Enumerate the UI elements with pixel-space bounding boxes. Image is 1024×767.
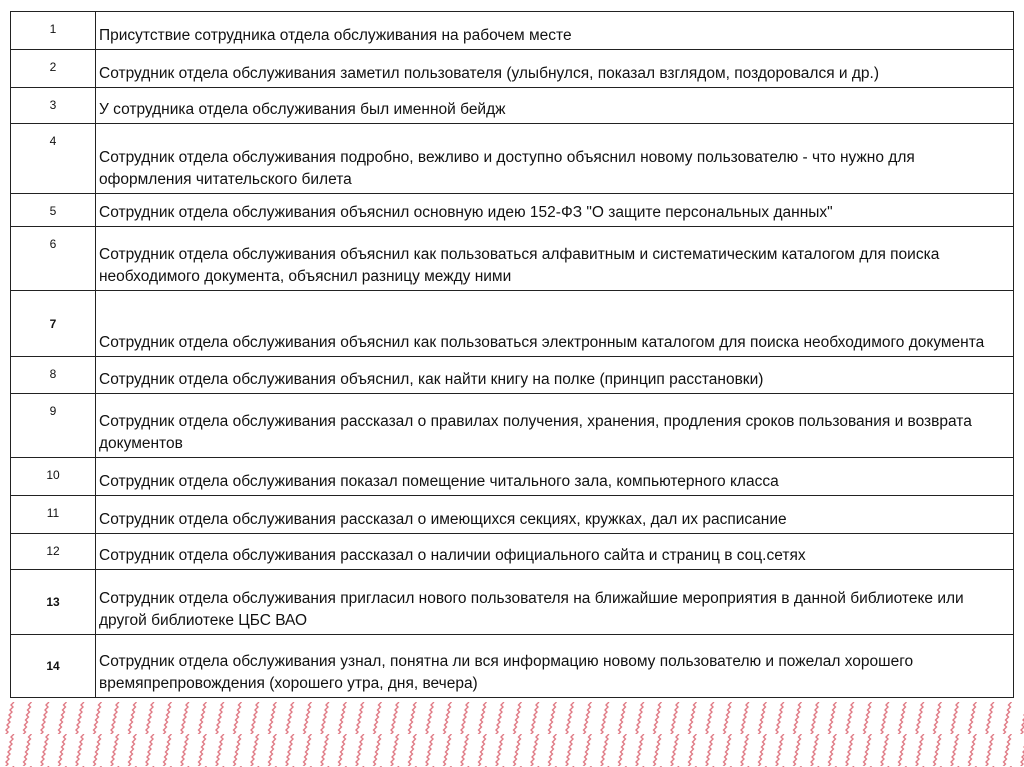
table-row	[11, 458, 1014, 496]
row-criterion-text: Сотрудник отдела обслуживания заметил пользователя (улыбнулся, показал взглядом, поздоровался и др.)	[96, 50, 1014, 88]
row-criterion-text: Сотрудник отдела обслуживания узнал, понятна ли вся информацию новому пользователю и пожелал хорошего времяпрепровождения (хорошего утра, дня, вечера)	[96, 635, 1014, 698]
row-number: 14	[11, 635, 96, 698]
row-number: 3	[11, 88, 96, 124]
row-criterion-text: Сотрудник отдела обслуживания объяснил основную идею 152-ФЗ "О защите персональных данных"	[96, 194, 1014, 227]
row-number: 9	[11, 394, 96, 458]
row-number: 6	[11, 227, 96, 291]
row-criterion-text: Сотрудник отдела обслуживания рассказал о правилах получения, хранения, продления сроков пользования и возврата документов	[96, 394, 1014, 458]
row-number: 5	[11, 194, 96, 227]
criteria-table	[10, 11, 1014, 698]
table-row	[11, 394, 1014, 458]
table-row	[11, 357, 1014, 394]
row-criterion-text: Сотрудник отдела обслуживания рассказал о имеющихся секциях, кружках, дал их расписание	[96, 496, 1014, 534]
table-row	[11, 635, 1014, 698]
row-criterion-text: Сотрудник отдела обслуживания подробно, вежливо и доступно объяснил новому пользователю - что нужно для оформления читательского билета	[96, 124, 1014, 194]
row-criterion-text: Сотрудник отдела обслуживания объяснил, как найти книгу на полке (принцип расстановки)	[96, 357, 1014, 394]
table-row	[11, 291, 1014, 357]
row-number: 7	[11, 291, 96, 357]
table-row	[11, 88, 1014, 124]
row-number: 10	[11, 458, 96, 496]
table-row	[11, 124, 1014, 194]
row-criterion-text: Сотрудник отдела обслуживания объяснил как пользоваться электронным каталогом для поиска необходимого документа	[96, 291, 1014, 357]
row-number: 1	[11, 12, 96, 50]
table-row	[11, 12, 1014, 50]
table-row	[11, 496, 1014, 534]
table-row	[11, 50, 1014, 88]
row-criterion-text: Сотрудник отдела обслуживания показал помещение читального зала, компьютерного класса	[96, 458, 1014, 496]
row-number: 11	[11, 496, 96, 534]
row-number: 4	[11, 124, 96, 194]
table-row	[11, 194, 1014, 227]
row-number: 13	[11, 570, 96, 635]
decorative-wave-pattern	[0, 702, 1024, 767]
row-number: 12	[11, 534, 96, 570]
table-row	[11, 534, 1014, 570]
row-criterion-text: Сотрудник отдела обслуживания объяснил как пользоваться алфавитным и систематическим каталогом для поиска необходимого документа, объяснил разницу между ними	[96, 227, 1014, 291]
row-criterion-text: У сотрудника отдела обслуживания был именной бейдж	[96, 88, 1014, 124]
row-number: 2	[11, 50, 96, 88]
row-criterion-text: Присутствие сотрудника отдела обслуживания на рабочем месте	[96, 12, 1014, 50]
table-row	[11, 570, 1014, 635]
row-number: 8	[11, 357, 96, 394]
table-row	[11, 227, 1014, 291]
row-criterion-text: Сотрудник отдела обслуживания рассказал о наличии официального сайта и страниц в соц.сетях	[96, 534, 1014, 570]
row-criterion-text: Сотрудник отдела обслуживания пригласил нового пользователя на ближайшие мероприятия в данной библиотеке или другой библиотеке ЦБС ВАО	[96, 570, 1014, 635]
